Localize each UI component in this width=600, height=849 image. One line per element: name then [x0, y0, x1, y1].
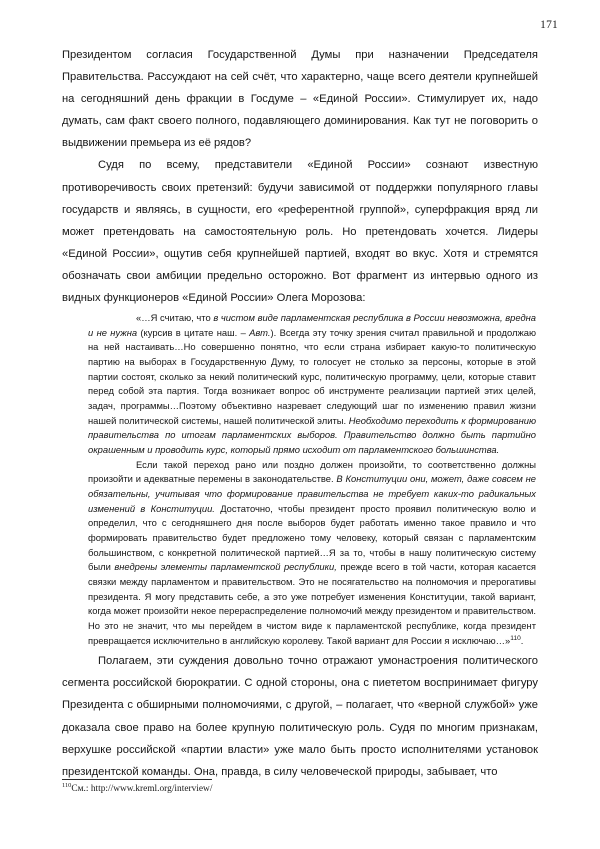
quote-text: Достаточно, чтобы президент просто проявил политическую волю и определил, что с сегодняшнего дня после выборов будет работать именно такое правило и что формировать правительство будет предложено тому человеку, который связан с парламентским большинством, с конкретной политической партией…Я за то, чтобы в нашу политическую систему были — [88, 502, 536, 573]
footnote-reference[interactable]: 110 — [510, 634, 521, 642]
quote-block-2: Если такой переход рано или поздно должен произойти, то соответственно должны произойти и адекватные перемены в законодательстве. В Конституции они, может, даже совсем не обязательны, учитывая что формирование правительства не требует каких-то радикальных изменений в Конституции. Достаточно, чтобы президент просто проявил политическую волю и определил, что с сегодняшнего дня после выборов будет работать именно такое правило и что формировать правительство будет предложено тому человеку, который связан с парламентским большинством, с конкретной политической партией…Я за то, чтобы в нашу политическую систему были внедрены элементы парламентской республики, прежде всего в той части, которая касается связки между парламентом и правительством. Это не посягательство на полномочия и прерогативы президента. Я могу представить себе, а это уже потребует изменения Конституции, такой вариант, когда может произойти некое перераспределение полномочий между президентом и правительством. Но это не значит, что мы перейдем в чистом виде к парламентской республике, когда президент превращается исключительно в английскую королеву. Такой вариант для России я исключаю…»$^{110}$. — [88, 458, 537, 646]
quote-text: прежде всего в той части, которая касается связки между парламентом и правительством. Это не посягательство на полномочия и прерогативы президента. Я могу представить себе, а это уже потребует изменения Конституции, такой вариант, когда может произойти некое перераспределение полномочий между президентом и правительством. Но это не значит, что мы перейдем в чистом виде к парламентской республике, когда президент превращается исключительно в английскую королеву. Такой вариант для России я исключаю…» — [88, 561, 537, 646]
quote-text: ). Всегда эту точку зрения считал правильной и продолжаю на ней настаивать…Но совершенно понятно, что если страна избирает какую-то политическую партию на выборах в Государственную Думу, то голосует не столько за персоны, которые в этой партии состоят, сколько за некий политический курс, политическую программу, цели, которые ставит перед собой эта партия. Тогда возникает вопрос об инструменте реализации партией этих целей, задач, программы…Поэтому объективно назревает следующий шаг по изменению правил жизни нашей политической системы, нашей политической элиты. — [88, 326, 537, 426]
page-number: 171 — [540, 19, 558, 31]
quote-text: «…Я считаю, что — [136, 312, 214, 324]
quote-text: (курсив в цитате наш. – — [137, 326, 250, 338]
paragraph-1: Президентом согласия Государственной Думы при назначении Председателя Правительства. Рассуждают на сей счёт, что характерно, чаще всего деятели крупнейшей на сегодняшний день фракции в Госдуме – «Единой России». Стимулирует их, надо думать, сам факт своего полного, подавляющего доминирования. Как тут не поговорить о выдвижении премьера из её рядов? — [62, 49, 538, 150]
quote-text: Если такой переход рано или поздно должен произойти, то соответственно должны произойти и адекватные перемены в законодательстве. — [88, 458, 536, 485]
quote-emphasis: Авт. — [249, 326, 271, 338]
quote-emphasis: внедрены элементы парламентской республики, — [114, 561, 337, 573]
quote-block-1 — [88, 311, 536, 458]
footnote-marker: 110 — [62, 781, 72, 789]
quote-emphasis: в чистом виде парламентская республика в России невозможна, вредна и не нужна — [88, 312, 537, 338]
page-content — [62, 44, 538, 783]
quote-emphasis: В Конституции они, может, даже совсем не обязательны, учитывая что формирование правительства не требует каких-то радикальных изменений в Конституции. — [88, 473, 537, 514]
quote-emphasis: Необходимо переходить к формированию правительства по итогам парламентских выборов. Правительство должно быть партийно окрашенным и проводить курс, который прямо исходит от парламентского большинства. — [88, 414, 536, 456]
paragraph-2: Судя по всему, представители «Единой России» сознают известную противоречивость своих претензий: будучи зависимой от поддержки популярного главы государств и являясь, в сущности, его «референтной группой», суперфракция вряд ли может претендовать на самостоятельную роль. Но претендовать хочется. Лидеры «Единой России», ощутив себя крупнейшей партией, входят во вкус. Хотя и стремятся обозначать свои амбиции предельно осторожно. Вот фрагмент из интервью одного из видных функционеров «Единой России» Олега Морозова: — [62, 159, 538, 305]
footnote-text: См.: http://www.kreml.org/interview/ — [71, 784, 213, 794]
footnote-entry — [62, 783, 538, 795]
footnote-separator — [62, 779, 212, 780]
footnote-area — [62, 779, 538, 795]
paragraph-3: Полагаем, эти суждения довольно точно отражают умонастроения политического сегмента российской бюрократии. С одной стороны, она с пиететом воспринимает фигуру Президента с обширными полномочиями, с другой, – полагает, что «верной службой» уже доказала свое право на более крупную политическую роль. Судя по многим признакам, верхушке российской «партии власти» уже мало быть просто исполнителями установок президентской команды. Она, правда, в силу человеческой природы, забывает, что — [62, 655, 538, 778]
